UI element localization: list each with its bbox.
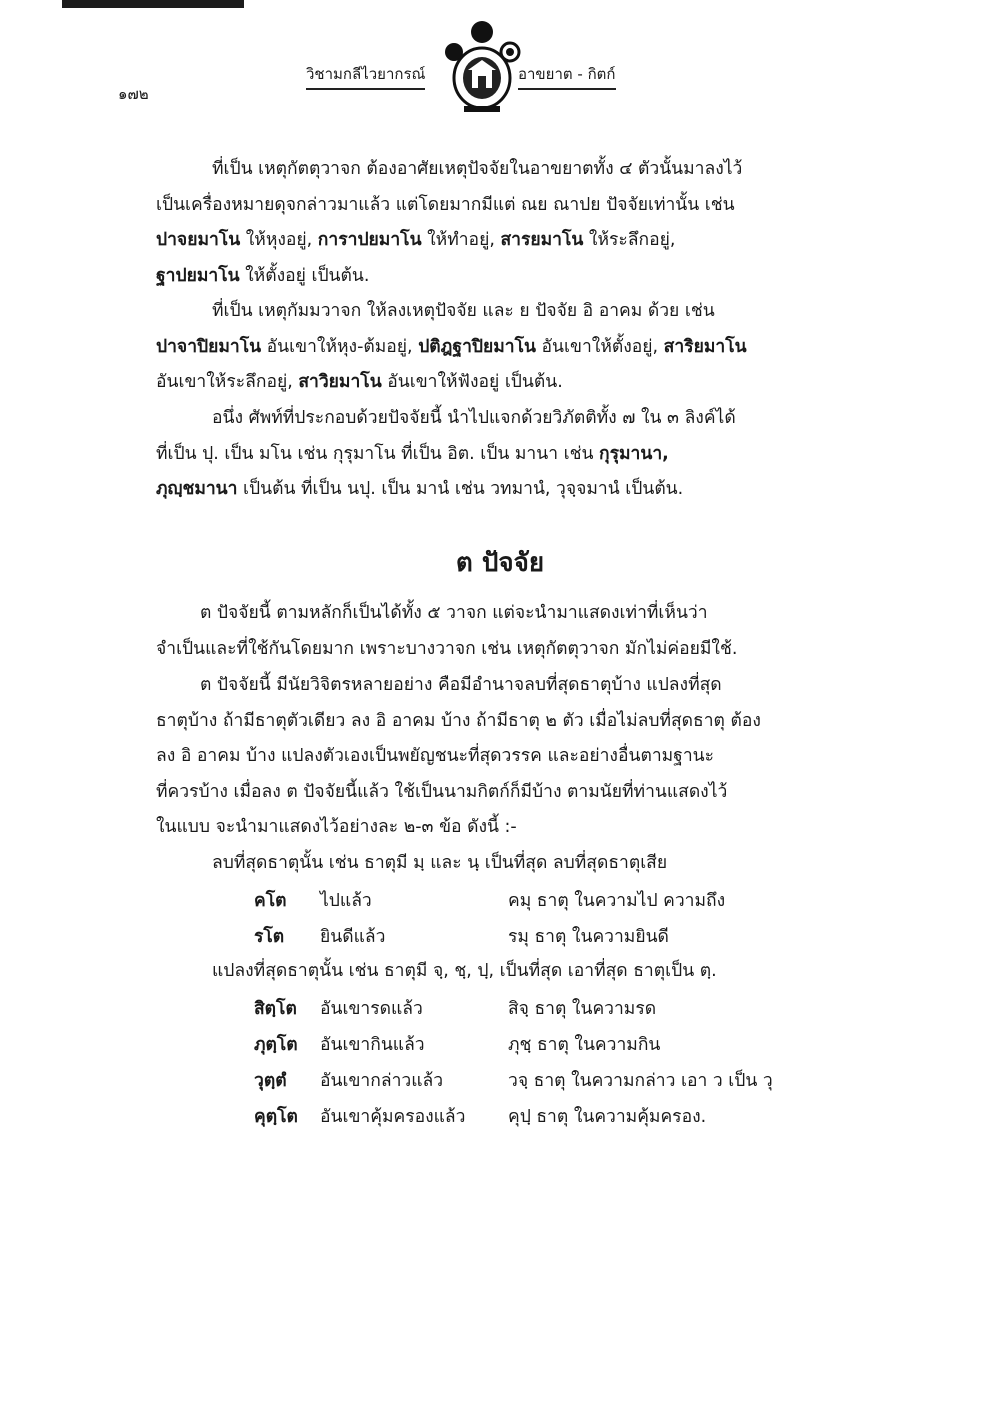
p4-line2: จำเป็นและที่ใช้กันโดยมาก เพราะบางวาจก เช่น เหตุกัตตุวาจก มักไม่ค่อยมีใช้. [156,638,738,659]
example-root: คมุ ธาตุ ในความไป ความถึง [508,891,726,911]
examples-intro-1: ลบที่สุดธาตุนั้น เช่น ธาตุมี มฺ และ นฺ เป็นที่สุด ลบที่สุดธาตุเสีย [212,853,668,873]
example-row [254,1064,874,1099]
p2-term-4: สาวิยมาโน [298,372,382,392]
example-root: วจฺ ธาตุ ในความกล่าว เอา ว เป็น วุ [508,1071,773,1091]
p2-term-2: ปติฎฐาปิยมาโน [418,336,536,357]
p1-line2: เป็นเครื่องหมายดุจกล่าวมาแล้ว แต่โดยมากมีแต่ ณย ณาปย ปัจจัยเท่านั้น เช่น [156,194,735,215]
p1-line1: ที่เป็น เหตุกัตตุวาจก ต้องอาศัยเหตุปัจจัยในอาขยาตทั้ง ๔ ตัวนั้นมาลงไว้ [212,159,743,179]
example-row [254,992,874,1027]
example-root: ภุชฺ ธาตุ ในความกิน [508,1035,661,1055]
paragraph-3 [156,401,836,508]
p2-term-1: ปาจาปิยมาโน [156,336,262,357]
example-word: คุตฺโต [254,1107,298,1127]
p1-text-4: ให้ตั้งอยู่ เป็นต้น. [239,265,370,286]
example-row [254,884,874,919]
p2-text-1: อันเขาให้หุง-ต้มอยู่, [261,336,419,357]
p3-line1: อนึ่ง ศัพท์ที่ประกอบด้วยปัจจัยนี้ นำไปแจกด้วยวิภัตติทั้ง ๗ ใน ๓ ลิงค์ได้ [212,408,736,428]
example-meaning: อันเขากล่าวแล้ว [320,1071,444,1091]
example-word: วุตฺตํ [254,1071,287,1091]
section-title: ต ปัจจัย [455,548,545,578]
p2-text-3: อันเขาให้ระลึกอยู่, [156,372,299,392]
p5-line5: ในแบบ จะนำมาแสดงไว้อย่างละ ๒-๓ ข้อ ดังนี้ :- [156,817,517,837]
p5-line1: ต ปัจจัยนี้ มีนัยวิจิตรหลายอย่าง คือมีอำนาจลบที่สุดธาตุบ้าง แปลงที่สุด [200,675,722,695]
example-meaning: อันเขากินแล้ว [320,1035,425,1055]
p1-term-3: สารยมาโน [500,230,584,250]
p3-term-1: กุรุมานา, [599,443,669,464]
page-number: ๑๗๒ [118,85,149,103]
p4-line1: ต ปัจจัยนี้ ตามหลักก็เป็นได้ทั้ง ๕ วาจก แต่จะนำมาแสดงเท่าที่เห็นว่า [200,603,708,623]
p1-text-3: ให้ระลึกอยู่, [583,230,676,250]
page-header [0,0,1000,140]
example-row [254,1028,874,1063]
example-root: รมุ ธาตุ ในความยินดี [508,927,669,947]
p1-term-1: ปาจยมาโน [156,230,241,250]
p2-term-3: สาริยมาโน [663,336,747,357]
p1-term-2: การาปยมาโน [317,230,422,250]
example-root: คุปฺ ธาตุ ในความคุ้มครอง. [508,1107,707,1127]
example-word: สิตฺโต [254,999,297,1019]
example-meaning: อันเขารดแล้ว [320,999,423,1019]
p1-text-2: ให้ทำอยู่, [421,230,501,250]
p3-text-1: ที่เป็น ปุ. เป็น มโน เช่น กุรุมาโน ที่เป็น อิต. เป็น มานา เช่น [156,443,599,464]
p3-term-2: ภุญฺชมานา [156,479,238,499]
paragraph-2 [156,294,836,401]
example-row [254,920,874,955]
p2-text-4: อันเขาให้ฟังอยู่ เป็นต้น. [381,372,563,392]
example-root: สิจฺ ธาตุ ในความรด [508,999,657,1019]
example-meaning: ไปแล้ว [320,891,372,911]
p5-line3: ลง อิ อาคม บ้าง แปลงตัวเองเป็นพยัญชนะที่สุดวรรค และอย่างอื่นตามฐานะ [156,746,715,766]
p5-line4: ที่ควรบ้าง เมื่อลง ต ปัจจัยนี้แล้ว ใช้เป็นนามกิตก์ก็มีบ้าง ตามนัยที่ท่านแสดงไว้ [156,781,728,802]
header-left-title: วิชามกลีไวยากรณ์ [306,62,425,90]
header-right-title: อาขยาต - กิตก์ [518,62,616,90]
p1-term-4: ฐาปยมาโน [156,265,240,286]
p5-line2: ธาตุบ้าง ถ้ามีธาตุตัวเดียว ลง อิ อาคม บ้าง ถ้ามีธาตุ ๒ ตัว เมื่อไม่ลบที่สุดธาตุ ต้อง [156,710,761,731]
example-row [254,1100,874,1135]
paragraph-4 [156,596,836,667]
p2-line1: ที่เป็น เหตุกัมมวาจก ให้ลงเหตุปัจจัย และ ย ปัจจัย อิ อาคม ด้วย เช่น [212,301,715,321]
examples-intro-2: แปลงที่สุดธาตุนั้น เช่น ธาตุมี จฺ, ชฺ, ปฺ, เป็นที่สุด เอาที่สุด ธาตุเป็น ตฺ. [212,961,717,981]
example-meaning: อันเขาคุ้มครองแล้ว [320,1107,466,1127]
example-word: ภุตฺโต [254,1035,298,1055]
example-word: รโต [254,927,285,947]
emblem-logo [438,18,526,118]
p2-text-2: อันเขาให้ตั้งอยู่, [535,336,664,357]
paragraph-5 [156,668,836,846]
example-word: คโต [254,891,287,911]
p1-text-1: ให้หุงอยู่, [240,230,318,250]
example-meaning: ยินดีแล้ว [320,927,386,947]
p3-text-2: เป็นต้น ที่เป็น นปุ. เป็น มานํ เช่น วทมานํ, วุจฺจมานํ เป็นต้น. [237,479,684,499]
paragraph-1 [156,152,836,294]
